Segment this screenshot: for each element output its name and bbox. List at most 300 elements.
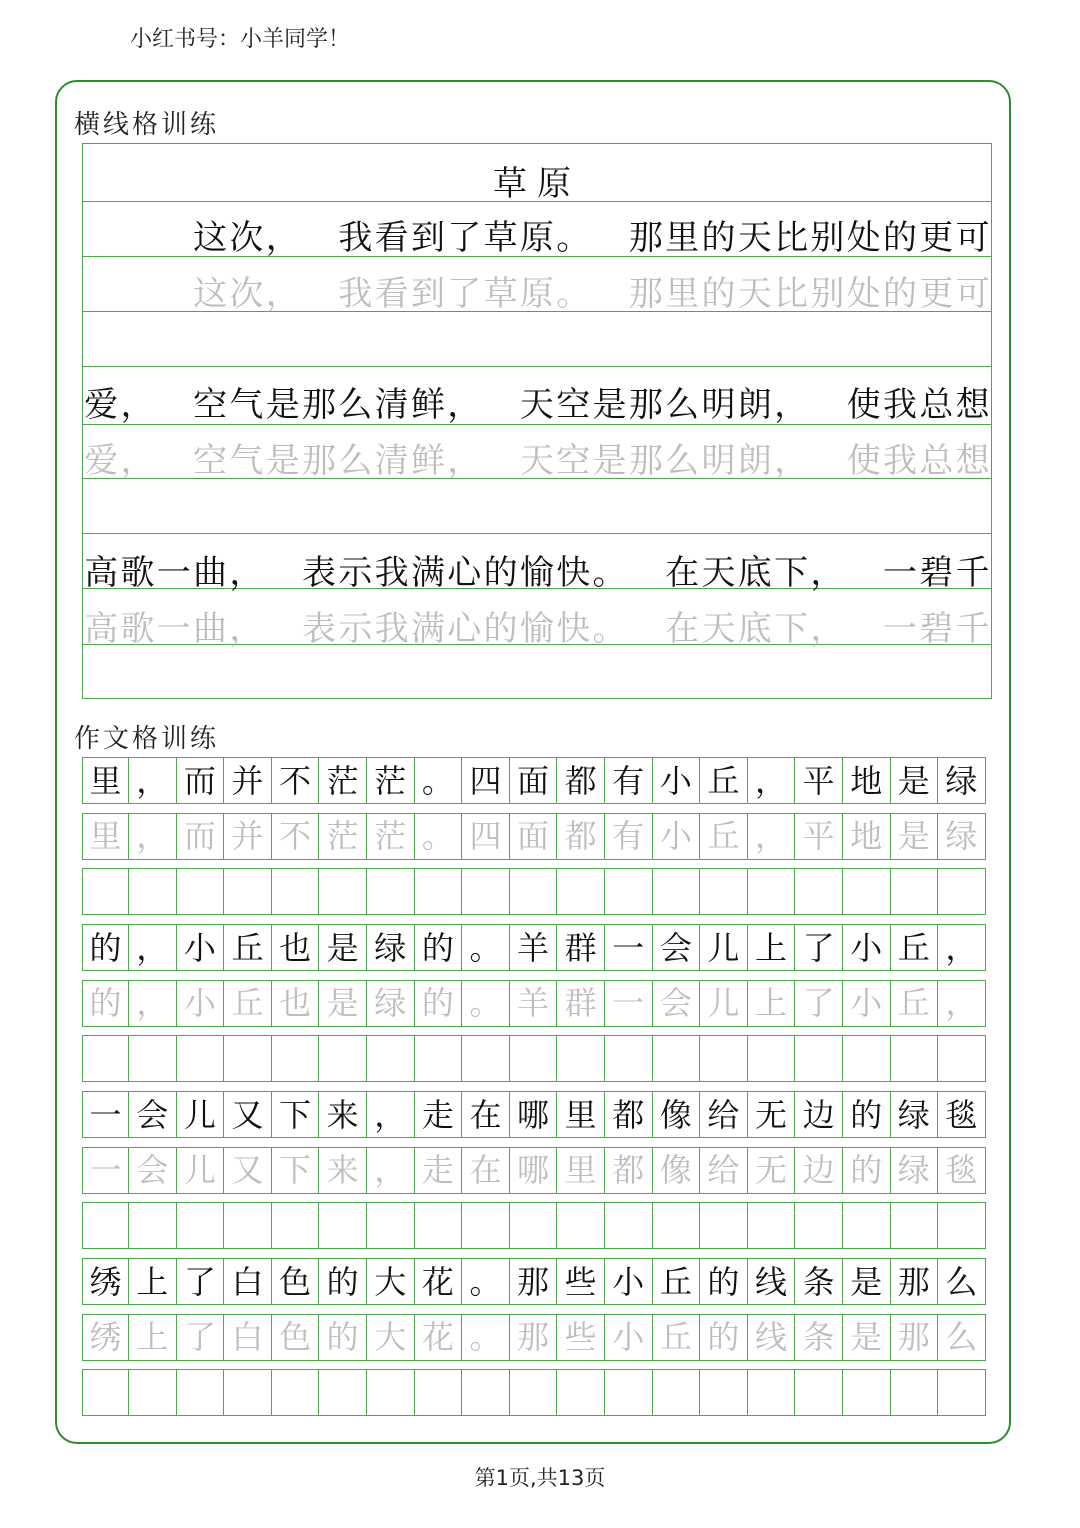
text-char: 那 bbox=[302, 385, 337, 425]
trace-char: 的 bbox=[883, 274, 918, 314]
text-char: 的 bbox=[701, 218, 736, 258]
grid-cell bbox=[891, 1035, 939, 1082]
trace-char: 我 bbox=[883, 441, 918, 481]
grid-cell bbox=[129, 1369, 177, 1416]
grid-cell: 给 bbox=[700, 1147, 748, 1194]
grid-cell: 线 bbox=[748, 1314, 796, 1361]
text-char: 歌 bbox=[120, 553, 155, 593]
grid-cell: 。 bbox=[462, 924, 510, 971]
trace-char: 明 bbox=[701, 441, 736, 481]
text-char: 爱 bbox=[84, 385, 119, 425]
text-char: 么 bbox=[338, 385, 373, 425]
text-char: 底 bbox=[737, 553, 772, 593]
trace-char: 可 bbox=[955, 274, 990, 314]
trace-char: 总 bbox=[919, 441, 954, 481]
passage-title: 草原 bbox=[493, 164, 581, 204]
grid-cell bbox=[795, 1035, 843, 1082]
text-char: 我 bbox=[883, 385, 918, 425]
grid-cell: 四 bbox=[462, 813, 510, 860]
trace-char: 比 bbox=[774, 274, 809, 314]
trace-char: 天 bbox=[701, 609, 736, 649]
text-char: 看 bbox=[374, 218, 409, 258]
text-char: 比 bbox=[774, 218, 809, 258]
trace-char: 朗 bbox=[737, 441, 772, 481]
grid-cell bbox=[272, 1035, 320, 1082]
grid-cell: 。 bbox=[462, 1314, 510, 1361]
grid-cell: ， bbox=[129, 813, 177, 860]
grid-cell: 些 bbox=[557, 1258, 605, 1305]
text-grid-row bbox=[82, 1258, 986, 1306]
grid-cell: ， bbox=[129, 924, 177, 971]
grid-cell: 也 bbox=[272, 924, 320, 971]
trace-char: 么 bbox=[665, 441, 700, 481]
grid-cell: 走 bbox=[415, 1147, 463, 1194]
text-char: 愉 bbox=[519, 553, 554, 593]
text-char: 示 bbox=[338, 553, 373, 593]
grid-cell: 绿 bbox=[891, 1147, 939, 1194]
grid-cell bbox=[272, 868, 320, 915]
grid-cell: ， bbox=[367, 1147, 415, 1194]
grid-cell bbox=[700, 1369, 748, 1416]
grid-cell: 里 bbox=[557, 1147, 605, 1194]
trace-char bbox=[591, 266, 627, 322]
grid-cell: 么 bbox=[938, 1258, 986, 1305]
trace-grid-row bbox=[82, 980, 986, 1028]
grid-cell: 像 bbox=[653, 1147, 701, 1194]
text-char: 曲 bbox=[193, 553, 228, 593]
grid-cell: 线 bbox=[748, 1258, 796, 1305]
grid-cell bbox=[795, 1202, 843, 1249]
grid-cell: 哪 bbox=[510, 1091, 558, 1138]
trace-char: 底 bbox=[737, 609, 772, 649]
grid-cell: 边 bbox=[795, 1147, 843, 1194]
grid-cell: 的 bbox=[415, 924, 463, 971]
trace-char: 鲜 bbox=[410, 441, 445, 481]
text-char: ， bbox=[229, 553, 264, 593]
text-char: 么 bbox=[665, 385, 700, 425]
trace-char: 清 bbox=[374, 441, 409, 481]
text-char: 那 bbox=[628, 218, 663, 258]
grid-cell bbox=[938, 1035, 986, 1082]
text-grid-row bbox=[82, 757, 986, 805]
text-char: 草 bbox=[483, 218, 518, 258]
horizontal-ruled-area bbox=[82, 143, 992, 699]
grid-cell: 是 bbox=[843, 1314, 891, 1361]
trace-char: 千 bbox=[955, 609, 990, 649]
grid-cell bbox=[224, 868, 272, 915]
text-line bbox=[83, 377, 991, 433]
grid-cell bbox=[224, 1369, 272, 1416]
grid-cell: 不 bbox=[272, 757, 320, 804]
grid-cell: 了 bbox=[177, 1314, 225, 1361]
trace-char bbox=[809, 433, 845, 489]
trace-char: 一 bbox=[883, 609, 918, 649]
grid-cell bbox=[319, 1202, 367, 1249]
grid-cell: 绿 bbox=[938, 757, 986, 804]
text-char: ， bbox=[447, 385, 482, 425]
grid-cell: 绿 bbox=[938, 813, 986, 860]
trace-char: 快 bbox=[556, 609, 591, 649]
grid-cell: 大 bbox=[367, 1314, 415, 1361]
grid-cell: 。 bbox=[415, 757, 463, 804]
grid-cell bbox=[415, 1035, 463, 1082]
grid-cell: 绿 bbox=[891, 1091, 939, 1138]
grid-cell bbox=[510, 1035, 558, 1082]
grid-cell: ， bbox=[367, 1091, 415, 1138]
grid-cell: 不 bbox=[272, 813, 320, 860]
grid-cell bbox=[557, 1035, 605, 1082]
grid-cell: 的 bbox=[82, 924, 129, 971]
grid-cell: ， bbox=[938, 924, 986, 971]
text-char: ， bbox=[265, 218, 300, 258]
grid-cell bbox=[319, 1035, 367, 1082]
trace-char: ， bbox=[447, 441, 482, 481]
grid-cell: 会 bbox=[129, 1091, 177, 1138]
text-char bbox=[628, 545, 664, 601]
grid-cell: 都 bbox=[605, 1147, 653, 1194]
trace-char: 下 bbox=[774, 609, 809, 649]
grid-cell: 丘 bbox=[653, 1314, 701, 1361]
trace-char: ， bbox=[810, 609, 845, 649]
text-char: 别 bbox=[810, 218, 845, 258]
trace-char bbox=[846, 601, 882, 657]
text-char: 那 bbox=[628, 385, 663, 425]
trace-char: 我 bbox=[374, 609, 409, 649]
trace-char bbox=[156, 433, 192, 489]
grid-cell: 条 bbox=[795, 1258, 843, 1305]
text-char bbox=[482, 377, 518, 433]
grid-cell: 是 bbox=[319, 924, 367, 971]
grid-cell: 会 bbox=[653, 924, 701, 971]
grid-cell: 里 bbox=[557, 1091, 605, 1138]
trace-char: 。 bbox=[592, 609, 627, 649]
grid-cell: 上 bbox=[129, 1314, 177, 1361]
grid-cell: 的 bbox=[319, 1258, 367, 1305]
grid-cell bbox=[367, 1202, 415, 1249]
grid-cell: 儿 bbox=[177, 1147, 225, 1194]
text-char: 我 bbox=[338, 218, 373, 258]
trace-line bbox=[83, 266, 991, 322]
grid-cell bbox=[177, 1369, 225, 1416]
grid-cell: 而 bbox=[177, 813, 225, 860]
grid-cell: 色 bbox=[272, 1258, 320, 1305]
grid-cell: ， bbox=[748, 813, 796, 860]
grid-cell bbox=[82, 1202, 129, 1249]
blank-grid-row bbox=[82, 1369, 986, 1417]
text-line bbox=[83, 545, 991, 601]
grid-cell: 那 bbox=[891, 1258, 939, 1305]
trace-char: 的 bbox=[483, 609, 518, 649]
grid-cell bbox=[748, 1202, 796, 1249]
grid-cell bbox=[891, 1202, 939, 1249]
grid-cell: 丘 bbox=[653, 1258, 701, 1305]
grid-cell: 小 bbox=[843, 980, 891, 1027]
text-char: 碧 bbox=[919, 553, 954, 593]
text-char bbox=[119, 210, 155, 266]
grid-cell: 上 bbox=[748, 924, 796, 971]
grid-cell: 给 bbox=[700, 1091, 748, 1138]
grid-cell bbox=[891, 868, 939, 915]
grid-cell bbox=[653, 868, 701, 915]
trace-char: 气 bbox=[229, 441, 264, 481]
grid-cell bbox=[605, 868, 653, 915]
grid-cell: 的 bbox=[843, 1147, 891, 1194]
trace-char: 示 bbox=[338, 609, 373, 649]
grid-cell bbox=[843, 1369, 891, 1416]
grid-cell: 的 bbox=[415, 980, 463, 1027]
trace-char: ， bbox=[265, 274, 300, 314]
trace-char: 空 bbox=[556, 441, 591, 481]
grid-cell bbox=[177, 1202, 225, 1249]
text-char: 心 bbox=[447, 553, 482, 593]
text-char: 鲜 bbox=[410, 385, 445, 425]
text-char: 天 bbox=[737, 218, 772, 258]
grid-cell: 像 bbox=[653, 1091, 701, 1138]
ruled-line bbox=[83, 201, 991, 202]
grid-cell bbox=[748, 868, 796, 915]
grid-cell: 里 bbox=[82, 757, 129, 804]
text-char: 一 bbox=[156, 553, 191, 593]
trace-char: 的 bbox=[701, 274, 736, 314]
grid-cell: 群 bbox=[557, 980, 605, 1027]
trace-char: 表 bbox=[302, 609, 337, 649]
grid-cell: 来 bbox=[319, 1091, 367, 1138]
grid-cell bbox=[748, 1369, 796, 1416]
text-char: 我 bbox=[374, 553, 409, 593]
text-char bbox=[846, 545, 882, 601]
grid-cell: 的 bbox=[82, 980, 129, 1027]
grid-cell: 丘 bbox=[891, 924, 939, 971]
text-char: ， bbox=[120, 385, 155, 425]
grid-cell: 地 bbox=[843, 813, 891, 860]
grid-cell: 下 bbox=[272, 1147, 320, 1194]
grid-cell: 了 bbox=[795, 980, 843, 1027]
grid-cell: 走 bbox=[415, 1091, 463, 1138]
grid-cell: 在 bbox=[462, 1147, 510, 1194]
trace-char: 一 bbox=[156, 609, 191, 649]
text-char bbox=[591, 210, 627, 266]
grid-cell: 会 bbox=[653, 980, 701, 1027]
grid-cell bbox=[129, 1202, 177, 1249]
grid-cell: ， bbox=[129, 980, 177, 1027]
grid-cell bbox=[700, 868, 748, 915]
grid-cell bbox=[653, 1035, 701, 1082]
text-char: 一 bbox=[883, 553, 918, 593]
grid-cell: 。 bbox=[462, 980, 510, 1027]
grid-cell: 丘 bbox=[700, 757, 748, 804]
trace-char: 天 bbox=[519, 441, 554, 481]
grid-cell bbox=[843, 868, 891, 915]
trace-char bbox=[156, 266, 192, 322]
grid-cell bbox=[319, 1369, 367, 1416]
text-grid-row bbox=[82, 924, 986, 972]
grid-cell: 绣 bbox=[82, 1258, 129, 1305]
trace-char: 。 bbox=[556, 274, 591, 314]
grid-cell bbox=[938, 1369, 986, 1416]
grid-cell bbox=[415, 1369, 463, 1416]
text-char: ， bbox=[774, 385, 809, 425]
grid-cell bbox=[938, 868, 986, 915]
trace-char: 里 bbox=[665, 274, 700, 314]
grid-cell: ， bbox=[748, 757, 796, 804]
grid-cell: 都 bbox=[557, 757, 605, 804]
trace-char: 别 bbox=[810, 274, 845, 314]
trace-char: 曲 bbox=[193, 609, 228, 649]
trace-char: 我 bbox=[338, 274, 373, 314]
grid-cell bbox=[891, 1369, 939, 1416]
trace-char: ， bbox=[774, 441, 809, 481]
trace-char: 草 bbox=[483, 274, 518, 314]
grid-cell bbox=[795, 868, 843, 915]
grid-cell: 条 bbox=[795, 1314, 843, 1361]
trace-line bbox=[83, 433, 991, 489]
grid-cell: 花 bbox=[415, 1314, 463, 1361]
grid-cell: 哪 bbox=[510, 1147, 558, 1194]
text-char bbox=[83, 210, 119, 266]
grid-cell: 小 bbox=[605, 1258, 653, 1305]
trace-char: 是 bbox=[592, 441, 627, 481]
grid-cell bbox=[82, 1035, 129, 1082]
text-char: 里 bbox=[665, 218, 700, 258]
trace-char: 那 bbox=[302, 441, 337, 481]
grid-cell: ， bbox=[938, 980, 986, 1027]
grid-cell: 儿 bbox=[700, 980, 748, 1027]
text-char: 天 bbox=[701, 553, 736, 593]
text-char: 。 bbox=[592, 553, 627, 593]
text-char: 快 bbox=[556, 553, 591, 593]
grid-cell bbox=[462, 1202, 510, 1249]
grid-cell: 茫 bbox=[367, 813, 415, 860]
grid-cell: 的 bbox=[700, 1314, 748, 1361]
grid-cell: 色 bbox=[272, 1314, 320, 1361]
grid-cell: 羊 bbox=[510, 924, 558, 971]
grid-cell bbox=[843, 1202, 891, 1249]
grid-cell: 有 bbox=[605, 813, 653, 860]
grid-cell: 是 bbox=[319, 980, 367, 1027]
text-char: 。 bbox=[556, 218, 591, 258]
grid-cell bbox=[367, 1369, 415, 1416]
grid-cell: 也 bbox=[272, 980, 320, 1027]
trace-char: ， bbox=[229, 609, 264, 649]
grid-cell: 群 bbox=[557, 924, 605, 971]
ruled-line bbox=[83, 366, 991, 367]
grid-cell: 平 bbox=[795, 813, 843, 860]
grid-cell bbox=[415, 868, 463, 915]
grid-cell bbox=[748, 1035, 796, 1082]
grid-cell: 都 bbox=[605, 1091, 653, 1138]
trace-char: 看 bbox=[374, 274, 409, 314]
grid-cell: 小 bbox=[843, 924, 891, 971]
text-char: 在 bbox=[665, 553, 700, 593]
trace-line bbox=[83, 601, 991, 657]
grid-cell bbox=[367, 868, 415, 915]
text-char: 是 bbox=[592, 385, 627, 425]
trace-char: 处 bbox=[846, 274, 881, 314]
grid-cell: 小 bbox=[177, 924, 225, 971]
grid-cell bbox=[177, 868, 225, 915]
grid-cell: 羊 bbox=[510, 980, 558, 1027]
grid-cell bbox=[700, 1035, 748, 1082]
grid-cell bbox=[129, 868, 177, 915]
grid-cell bbox=[843, 1035, 891, 1082]
grid-cell bbox=[462, 1369, 510, 1416]
grid-cell: 又 bbox=[224, 1147, 272, 1194]
text-char: 的 bbox=[483, 553, 518, 593]
grid-cell: 是 bbox=[891, 757, 939, 804]
grid-cell bbox=[129, 1035, 177, 1082]
grid-cell: 大 bbox=[367, 1258, 415, 1305]
trace-char: ， bbox=[120, 441, 155, 481]
text-char: 是 bbox=[265, 385, 300, 425]
trace-grid-row bbox=[82, 813, 986, 861]
grid-cell: 无 bbox=[748, 1091, 796, 1138]
grid-cell bbox=[224, 1202, 272, 1249]
text-char: 千 bbox=[955, 553, 990, 593]
grid-cell: 丘 bbox=[891, 980, 939, 1027]
grid-cell: 上 bbox=[748, 980, 796, 1027]
grid-cell: 丘 bbox=[700, 813, 748, 860]
grid-cell: 了 bbox=[177, 1258, 225, 1305]
grid-cell: 小 bbox=[177, 980, 225, 1027]
blank-grid-row bbox=[82, 1202, 986, 1250]
grid-cell bbox=[272, 1202, 320, 1249]
grid-cell: 绣 bbox=[82, 1314, 129, 1361]
section-label-horizontal: 横线格训练 bbox=[74, 110, 220, 140]
page-footer: 第1页,共13页 bbox=[474, 1466, 606, 1490]
grid-cell: 面 bbox=[510, 813, 558, 860]
grid-cell: 么 bbox=[938, 1314, 986, 1361]
text-char: 清 bbox=[374, 385, 409, 425]
grid-cell: 来 bbox=[319, 1147, 367, 1194]
grid-cell bbox=[367, 1035, 415, 1082]
text-char: ， bbox=[810, 553, 845, 593]
grid-cell: 。 bbox=[462, 1258, 510, 1305]
grid-cell bbox=[605, 1369, 653, 1416]
grid-cell: 绿 bbox=[367, 924, 415, 971]
trace-char bbox=[301, 266, 337, 322]
section-label-grid: 作文格训练 bbox=[74, 724, 220, 754]
text-char bbox=[809, 377, 845, 433]
trace-char: 在 bbox=[665, 609, 700, 649]
grid-cell: 上 bbox=[129, 1258, 177, 1305]
grid-cell: 一 bbox=[82, 1091, 129, 1138]
grid-cell bbox=[82, 1369, 129, 1416]
grid-cell: 一 bbox=[82, 1147, 129, 1194]
grid-cell: 茫 bbox=[319, 813, 367, 860]
grid-cell: 丘 bbox=[224, 924, 272, 971]
grid-cell: 都 bbox=[557, 813, 605, 860]
grid-cell: 白 bbox=[224, 1314, 272, 1361]
trace-char: 满 bbox=[410, 609, 445, 649]
grid-cell: 无 bbox=[748, 1147, 796, 1194]
trace-char: 心 bbox=[447, 609, 482, 649]
grid-cell: 并 bbox=[224, 757, 272, 804]
text-line bbox=[83, 210, 991, 266]
text-char: 朗 bbox=[737, 385, 772, 425]
trace-char bbox=[482, 433, 518, 489]
grid-cell: 在 bbox=[462, 1091, 510, 1138]
blank-grid-row bbox=[82, 868, 986, 916]
grid-cell: 又 bbox=[224, 1091, 272, 1138]
text-char: 想 bbox=[955, 385, 990, 425]
grid-cell bbox=[557, 1202, 605, 1249]
trace-char bbox=[265, 601, 301, 657]
grid-cell bbox=[557, 868, 605, 915]
trace-char: 这 bbox=[193, 274, 228, 314]
grid-cell: 儿 bbox=[700, 924, 748, 971]
trace-grid-row bbox=[82, 1314, 986, 1362]
trace-char bbox=[628, 601, 664, 657]
